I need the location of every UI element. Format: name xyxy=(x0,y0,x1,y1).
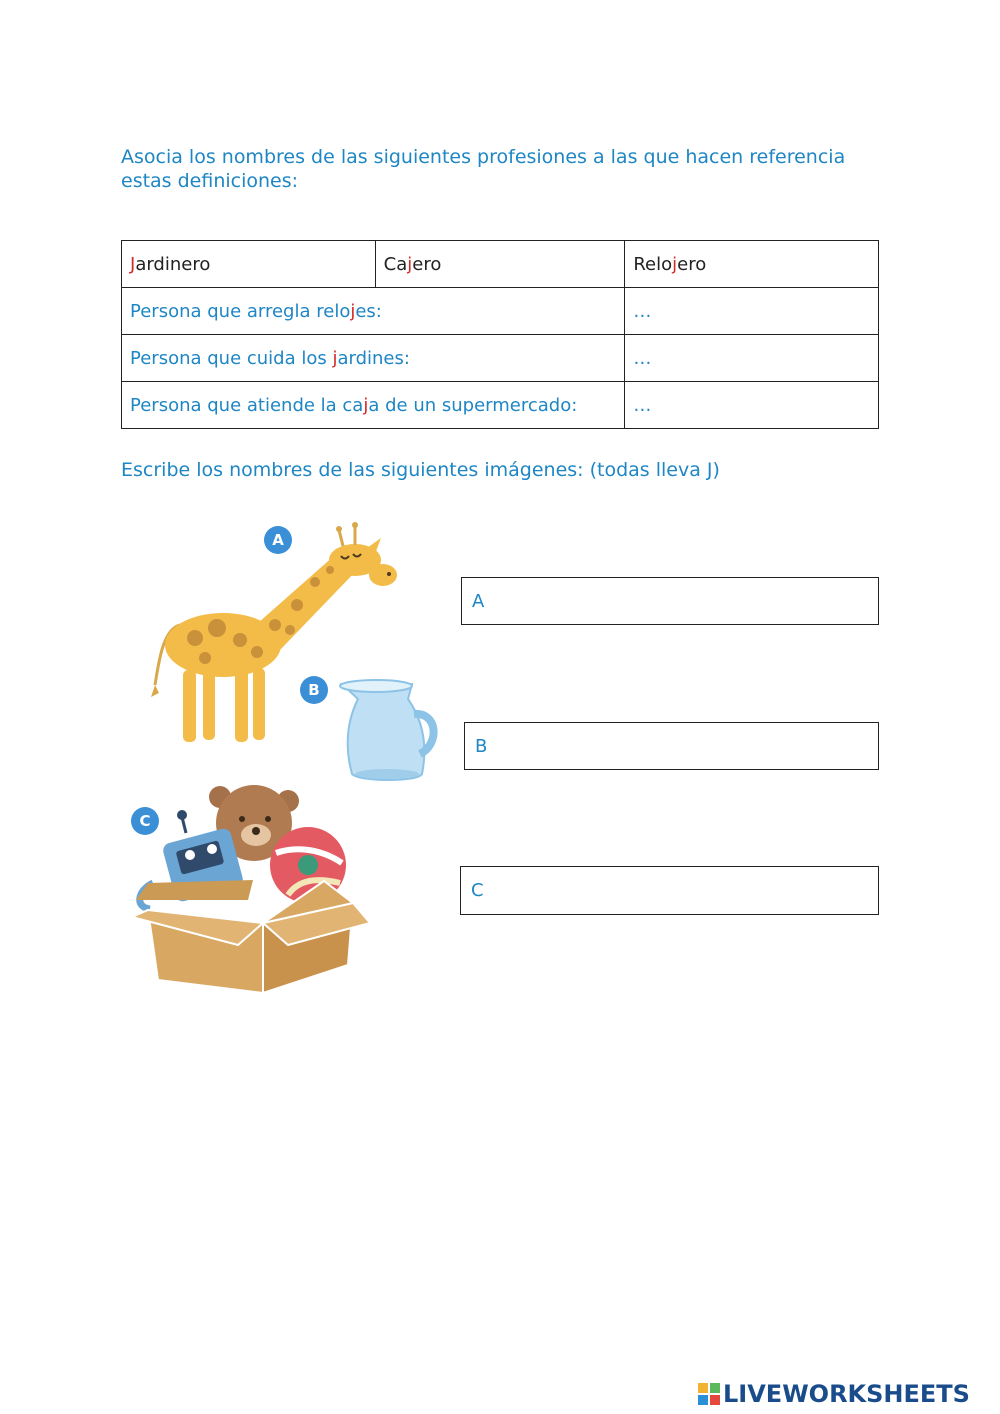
pitcher-illustration xyxy=(330,674,445,789)
answer-box-label: A xyxy=(472,590,485,612)
answer-field-1[interactable]: … xyxy=(625,288,879,335)
profession-text: Ca xyxy=(383,253,408,275)
definition-text: ardines: xyxy=(337,347,410,369)
badge-a: A xyxy=(264,526,292,554)
highlight-letter: j xyxy=(407,253,413,275)
definition-relojero xyxy=(122,288,625,335)
definition-text: es: xyxy=(355,300,382,322)
answer-field-2[interactable]: … xyxy=(625,335,879,382)
answer-field-3[interactable]: … xyxy=(625,382,879,429)
highlight-letter: j xyxy=(672,253,678,275)
logo-blocks-icon xyxy=(698,1383,720,1405)
answer-box-label: C xyxy=(471,880,484,901)
definition-text: Persona que atiende la ca xyxy=(130,394,364,416)
profession-jardinero xyxy=(122,241,376,288)
definition-row xyxy=(122,335,879,382)
highlight-letter: J xyxy=(130,253,136,275)
definition-jardinero xyxy=(122,335,625,382)
profession-text: ero xyxy=(677,253,707,275)
instruction-associate: Asocia los nombres de las siguientes profesiones a las que hacen referencia estas definiciones: xyxy=(121,146,846,192)
profession-text: ero xyxy=(412,253,442,275)
profession-text: ardinero xyxy=(135,253,211,275)
definition-text: Persona que arregla relo xyxy=(130,300,351,322)
toybox-illustration xyxy=(128,785,373,997)
highlight-letter: j xyxy=(363,394,369,416)
professions-header-row xyxy=(122,241,879,288)
definition-row xyxy=(122,288,879,335)
profession-cajero xyxy=(375,241,625,288)
definition-text: a de un supermercado: xyxy=(368,394,578,416)
badge-b: B xyxy=(300,676,328,704)
highlight-letter: j xyxy=(350,300,356,322)
liveworksheets-logo xyxy=(698,1380,970,1408)
instruction-write-names: Escribe los nombres de las siguientes imágenes: (todas lleva J) xyxy=(121,459,720,481)
highlight-letter: j xyxy=(332,347,338,369)
definition-text: Persona que cuida los xyxy=(130,347,333,369)
professions-table xyxy=(121,240,879,429)
logo-text: LIVEWORKSHEETS xyxy=(723,1380,970,1408)
answer-box-a[interactable] xyxy=(461,577,879,625)
badge-c: C xyxy=(131,807,159,835)
profession-relojero xyxy=(625,241,879,288)
answer-box-c[interactable] xyxy=(460,866,879,915)
definition-row xyxy=(122,382,879,429)
profession-text: Relo xyxy=(633,253,673,275)
answer-box-b[interactable] xyxy=(464,722,879,770)
definition-cajero xyxy=(122,382,625,429)
answer-box-label: B xyxy=(475,735,488,757)
